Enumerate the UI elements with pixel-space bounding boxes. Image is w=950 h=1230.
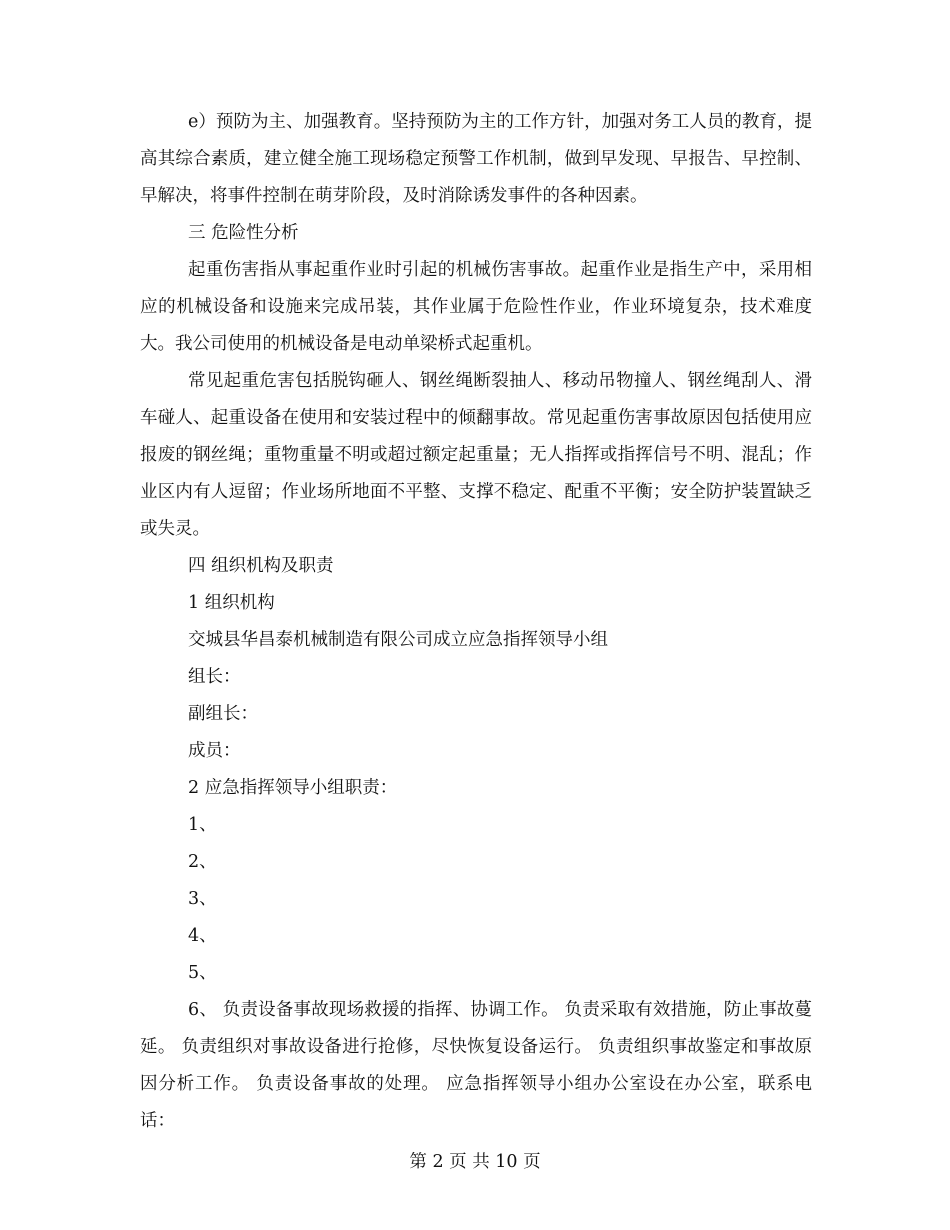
org-name-line: 交城县华昌泰机械制造有限公司成立应急指挥领导小组 (188, 630, 608, 650)
section-heading-hazard-analysis: 三 危险性分析 (188, 223, 299, 243)
list-item: 3、 (188, 889, 217, 909)
subsection-heading-duties: 2 应急指挥领导小组职责： (188, 778, 398, 798)
paragraph-prevention: e）预防为主、加强教育。坚持预防为主的工作方针，加强对务工人员的教育，提高其综合素质，建立健全施工现场稳定预警工作机制，做到早发现、早报告、早控制、早解决，将事件控制在萌芽阶段，及时消除诱发事件的各种因素。 (140, 112, 812, 206)
leader-line: 组长： (188, 667, 241, 687)
deputy-leader-line: 副组长： (188, 704, 258, 724)
list-item: 4、 (188, 926, 217, 946)
list-item: 5、 (188, 963, 217, 983)
list-item: 1、 (188, 815, 217, 835)
page-number-footer: 第 2 页 共 10 页 (409, 1152, 541, 1172)
paragraph-lifting-injury-definition: 起重伤害指从事起重作业时引起的机械伤害事故。起重作业是指生产中，采用相应的机械设备和设施来完成吊装，其作业属于危险性作业，作业环境复杂，技术难度大。我公司使用的机械设备是电动单梁桥式起重机。 (140, 260, 812, 354)
list-item: 2、 (188, 852, 217, 872)
document-body (140, 104, 812, 1140)
section-heading-organization: 四 组织机构及职责 (188, 556, 334, 576)
paragraph-common-hazards: 常见起重危害包括脱钩砸人、钢丝绳断裂抽人、移动吊物撞人、钢丝绳刮人、滑车碰人、起重设备在使用和安装过程中的倾翻事故。常见起重伤害事故原因包括使用应报废的钢丝绳；重物重量不明或超过额定起重量；无人指挥或指挥信号不明、混乱；作业区内有人逗留；作业场所地面不平整、支撑不稳定、配重不平衡；安全防护装置缺乏或失灵。 (140, 371, 812, 539)
paragraph-duties-item6: 6、 负责设备事故现场救援的指挥、协调工作。 负责采取有效措施，防止事故蔓延。 负责组织对事故设备进行抢修，尽快恢复设备运行。 负责组织事故鉴定和事故原因分析工作。 负责设备事故的处理。 应急指挥领导小组办公室设在办公室，联系电话： (140, 1000, 812, 1131)
members-line: 成员： (188, 741, 241, 761)
subsection-heading-org-structure: 1 组织机构 (188, 593, 275, 613)
